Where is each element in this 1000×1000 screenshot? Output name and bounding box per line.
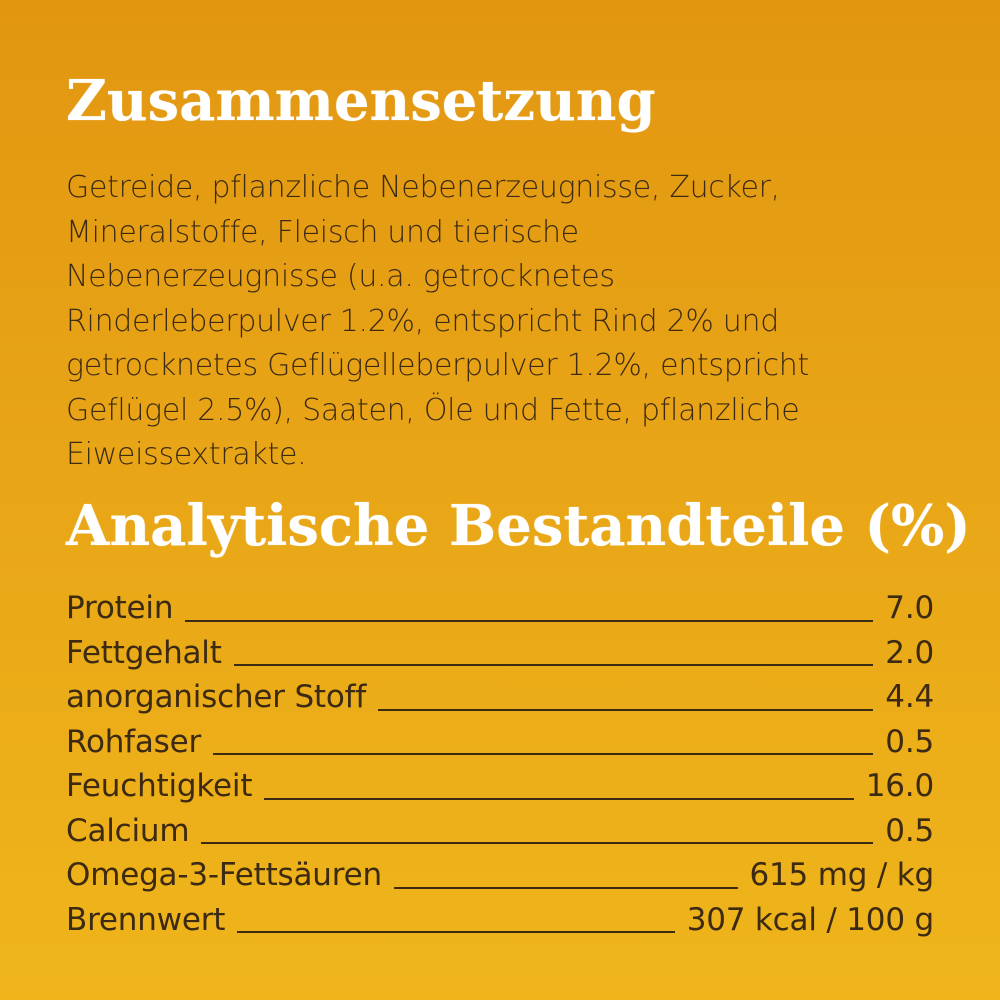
- analysis-row: [66, 590, 934, 635]
- leader-line: [185, 620, 873, 622]
- leader-line: [378, 709, 873, 711]
- analysis-row: [66, 857, 934, 902]
- analysis-heading: Analytische Bestandteile (%): [66, 493, 971, 559]
- analysis-label: Rohfaser: [66, 723, 202, 760]
- analysis-label: anorganischer Stoff: [66, 679, 367, 715]
- analysis-value: 0.5: [885, 723, 934, 760]
- composition-heading: Zusammensetzung: [66, 68, 656, 134]
- analysis-row: [66, 813, 934, 858]
- analysis-value: 16.0: [865, 768, 934, 804]
- analysis-row: [66, 768, 934, 813]
- composition-line: Getreide, pflanzliche Nebenerzeugnisse, Zucker,: [66, 170, 780, 205]
- analysis-label: Fettgehalt: [66, 634, 222, 671]
- leader-line: [237, 931, 674, 933]
- nutrition-panel: [66, 0, 971, 1000]
- analysis-label: Protein: [66, 590, 174, 626]
- composition-line: Geflügel 2.5%), Saaten, Öle und Fette, pflanzliche: [66, 392, 800, 428]
- analysis-row: [66, 724, 934, 769]
- composition-line: Rinderleberpulver 1.2%, entspricht Rind 2% und: [66, 303, 779, 339]
- leader-line: [234, 664, 874, 666]
- analysis-value: 615 mg / kg: [749, 857, 934, 893]
- composition-line: Eiweissextrakte.: [66, 437, 307, 472]
- composition-text: [66, 166, 934, 478]
- analysis-row: [66, 902, 934, 947]
- composition-line: Mineralstoffe, Fleisch und tierische: [66, 214, 579, 250]
- analysis-row: [66, 635, 934, 680]
- analysis-value: 307 kcal / 100 g: [686, 901, 934, 938]
- analysis-table: [66, 590, 934, 946]
- analysis-label: Omega-3-Fettsäuren: [66, 857, 382, 893]
- leader-line: [264, 798, 853, 800]
- analysis-label: Calcium: [66, 812, 190, 849]
- analysis-value: 7.0: [885, 590, 934, 626]
- leader-line: [394, 887, 738, 889]
- analysis-value: 0.5: [885, 812, 934, 849]
- analysis-label: Brennwert: [66, 901, 226, 938]
- leader-line: [213, 753, 873, 755]
- analysis-value: 4.4: [885, 679, 934, 715]
- analysis-value: 2.0: [885, 634, 934, 671]
- leader-line: [201, 842, 873, 844]
- analysis-row: [66, 679, 934, 724]
- analysis-label: Feuchtigkeit: [66, 768, 253, 804]
- composition-line: getrocknetes Geflügelleberpulver 1.2%, entspricht: [66, 348, 809, 383]
- composition-line: Nebenerzeugnisse (u.a. getrocknetes: [66, 259, 615, 294]
